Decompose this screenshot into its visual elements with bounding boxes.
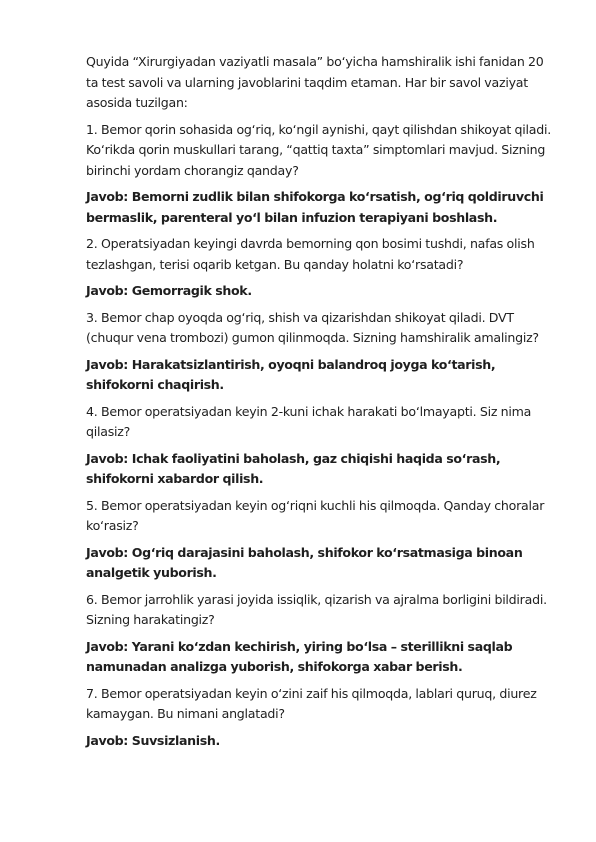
question-3: 3. Bemor chap oyoqda og‘riq, shish va qizarishdan shikoyat qiladi. DVT (chuqur vena trombozi) gumon qilinmoqda. Sizning hamshiralik amalingiz? (86, 309, 539, 345)
question-4: 4. Bemor operatsiyadan keyin 2-kuni ichak harakati bo‘lmayapti. Siz nima qilasiz? (86, 403, 532, 439)
answer-7: Javob: Suvsizlanish. (86, 732, 220, 748)
answer-3: Javob: Harakatsizlantirish, oyoqni balandroq joyga ko‘tarish, shifokorni chaqirish. (86, 356, 496, 392)
question-1: 1. Bemor qorin sohasida og‘riq, ko‘ngil aynishi, qayt qilishdan shikoyat qiladi. Ko‘rikda qorin muskullari tarang, “qattiq taxta” simptomlari mavjud. Sizning birinchi yordam chorangiz qanday? (86, 121, 552, 178)
question-5: 5. Bemor operatsiyadan keyin og‘riqni kuchli his qilmoqda. Qanday choralar ko‘rasiz? (86, 497, 545, 533)
question-2: 2. Operatsiyadan keyingi davrda bemorning qon bosimi tushdi, nafas olish tezlashgan, terisi oqarib ketgan. Bu qanday holatni ko‘rsatadi? (86, 236, 535, 272)
answer-1: Javob: Bemorni zudlik bilan shifokorga ko‘rsatish, og‘riq qoldiruvchi bermaslik, parenteral yo‘l bilan infuzion terapiyani boshlash. (86, 189, 544, 225)
intro-paragraph: Quyida “Xirurgiyadan vaziyatli masala” bo‘yicha hamshiralik ishi fanidan 20 ta test savoli va ularning javoblarini taqdim etaman. Har bir savol vaziyat asosida tuzilgan: (86, 54, 544, 110)
answer-6: Javob: Yarani ko‘zdan kechirish, yiring bo‘lsa – sterillikni saqlab namunadan analizga yuborish, shifokorga xabar berish. (86, 638, 513, 674)
answer-4: Javob: Ichak faoliyatini baholash, gaz chiqishi haqida so‘rash, shifokorni xabardor qilish. (86, 450, 501, 486)
answer-2: Javob: Gemorragik shok. (86, 283, 252, 298)
question-6: 6. Bemor jarrohlik yarasi joyida issiqlik, qizarish va ajralma borligini bildiradi. Sizning harakatingiz? (86, 591, 547, 627)
document-page (86, 52, 556, 757)
question-7: 7. Bemor operatsiyadan keyin o‘zini zaif his qilmoqda, lablari quruq, diurez kamaygan. Bu nimani anglatadi? (86, 685, 537, 721)
answer-5: Javob: Og‘riq darajasini baholash, shifokor ko‘rsatmasiga binoan analgetik yuborish. (86, 544, 523, 580)
